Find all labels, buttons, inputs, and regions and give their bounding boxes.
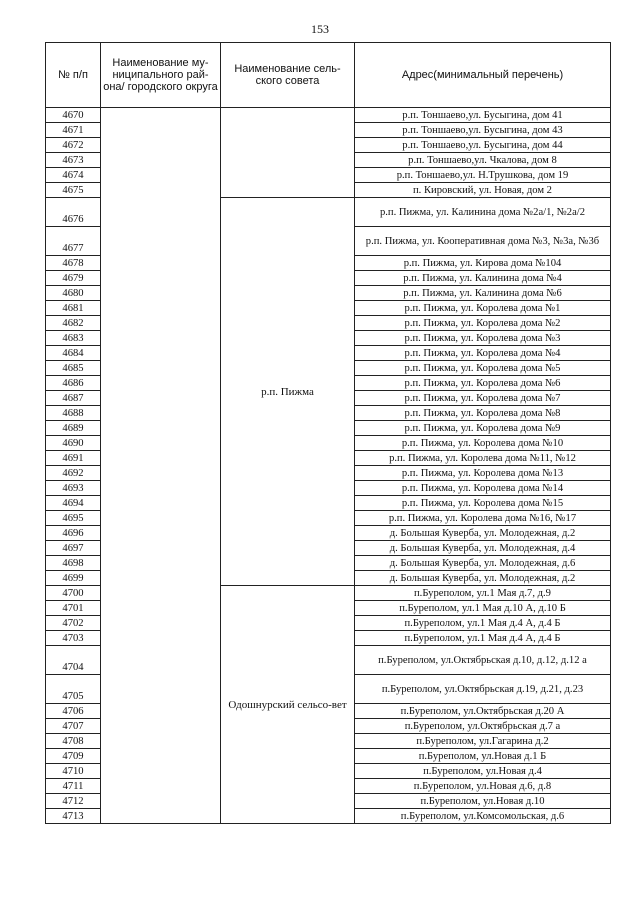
table-row (46, 108, 611, 123)
row-address: р.п. Пижма, ул. Королева дома №11, №12 (355, 451, 611, 466)
row-number: 4695 (46, 511, 101, 526)
row-address: р.п. Тоншаево,ул. Бусыгина, дом 44 (355, 138, 611, 153)
row-address: р.п. Тоншаево,ул. Чкалова, дом 8 (355, 153, 611, 168)
row-address: р.п. Пижма, ул. Калинина дома №4 (355, 271, 611, 286)
row-address: п.Буреполом, ул.Новая д.4 (355, 764, 611, 779)
header-district: Наименование му-ниципального рай-она/ городского округа (101, 43, 221, 108)
row-address: р.п. Пижма, ул. Кирова дома №104 (355, 256, 611, 271)
row-address: п.Буреполом, ул.Октябрьская д.19, д.21, д.23 (355, 675, 611, 704)
row-number: 4683 (46, 331, 101, 346)
row-number: 4692 (46, 466, 101, 481)
row-address: р.п. Тоншаево,ул. Бусыгина, дом 43 (355, 123, 611, 138)
address-table (45, 42, 611, 824)
row-number: 4670 (46, 108, 101, 123)
row-number: 4694 (46, 496, 101, 511)
row-address: р.п. Пижма, ул. Королева дома №15 (355, 496, 611, 511)
header-num: № п/п (46, 43, 101, 108)
row-number: 4702 (46, 616, 101, 631)
row-number: 4671 (46, 123, 101, 138)
row-number: 4712 (46, 794, 101, 809)
row-number: 4713 (46, 809, 101, 824)
row-address: п.Буреполом, ул.Октябрьская д.7 а (355, 719, 611, 734)
row-number: 4698 (46, 556, 101, 571)
row-number: 4686 (46, 376, 101, 391)
row-number: 4701 (46, 601, 101, 616)
row-number: 4681 (46, 301, 101, 316)
row-number: 4677 (46, 227, 101, 256)
row-address: р.п. Пижма, ул. Королева дома №5 (355, 361, 611, 376)
row-number: 4672 (46, 138, 101, 153)
row-address: р.п. Пижма, ул. Калинина дома №6 (355, 286, 611, 301)
row-address: р.п. Пижма, ул. Королева дома №10 (355, 436, 611, 451)
row-number: 4697 (46, 541, 101, 556)
row-address: р.п. Пижма, ул. Королева дома №7 (355, 391, 611, 406)
row-address: р.п. Пижма, ул. Королева дома №14 (355, 481, 611, 496)
row-address: р.п. Пижма, ул. Королева дома №9 (355, 421, 611, 436)
row-address: п.Буреполом, ул.1 Мая д.4 А, д.4 Б (355, 631, 611, 646)
row-address: д. Большая Куверба, ул. Молодежная, д.2 (355, 526, 611, 541)
row-number: 4689 (46, 421, 101, 436)
row-address: п.Буреполом, ул.Новая д.10 (355, 794, 611, 809)
row-address: р.п. Пижма, ул. Королева дома №4 (355, 346, 611, 361)
row-number: 4684 (46, 346, 101, 361)
row-number: 4679 (46, 271, 101, 286)
row-number: 4704 (46, 646, 101, 675)
row-number: 4673 (46, 153, 101, 168)
row-number: 4680 (46, 286, 101, 301)
row-number: 4674 (46, 168, 101, 183)
row-address: д. Большая Куверба, ул. Молодежная, д.2 (355, 571, 611, 586)
row-number: 4682 (46, 316, 101, 331)
row-address: п.Буреполом, ул.Новая д.1 Б (355, 749, 611, 764)
row-number: 4676 (46, 198, 101, 227)
row-address: р.п. Тоншаево,ул. Бусыгина, дом 41 (355, 108, 611, 123)
row-number: 4675 (46, 183, 101, 198)
row-address: п.Буреполом, ул.1 Мая д.4 А, д.4 Б (355, 616, 611, 631)
row-address: р.п. Пижма, ул. Королева дома №8 (355, 406, 611, 421)
row-address: р.п. Пижма, ул. Калинина дома №2а/1, №2а/2 (355, 198, 611, 227)
row-address: р.п. Пижма, ул. Королева дома №13 (355, 466, 611, 481)
row-address: п.Буреполом, ул.Комсомольская, д.6 (355, 809, 611, 824)
row-address: р.п. Пижма, ул. Королева дома №2 (355, 316, 611, 331)
council-pizhma: р.п. Пижма (221, 198, 355, 586)
row-address: р.п. Пижма, ул. Королева дома №6 (355, 376, 611, 391)
row-number: 4700 (46, 586, 101, 601)
row-address: р.п. Пижма, ул. Королева дома №3 (355, 331, 611, 346)
row-address: р.п. Пижма, ул. Кооперативная дома №3, №3а, №3б (355, 227, 611, 256)
row-number: 4711 (46, 779, 101, 794)
row-number: 4705 (46, 675, 101, 704)
row-address: п.Буреполом, ул.Октябрьская д.20 А (355, 704, 611, 719)
row-number: 4708 (46, 734, 101, 749)
row-number: 4690 (46, 436, 101, 451)
table-header-row (46, 43, 611, 108)
row-number: 4678 (46, 256, 101, 271)
row-number: 4710 (46, 764, 101, 779)
row-address: п.Буреполом, ул.Гагарина д.2 (355, 734, 611, 749)
row-number: 4707 (46, 719, 101, 734)
row-address: п.Буреполом, ул.Октябрьская д.10, д.12, д.12 а (355, 646, 611, 675)
row-number: 4693 (46, 481, 101, 496)
row-number: 4685 (46, 361, 101, 376)
row-address: д. Большая Куверба, ул. Молодежная, д.4 (355, 541, 611, 556)
row-address: д. Большая Куверба, ул. Молодежная, д.6 (355, 556, 611, 571)
row-number: 4691 (46, 451, 101, 466)
row-number: 4709 (46, 749, 101, 764)
row-address: р.п. Пижма, ул. Королева дома №1 (355, 301, 611, 316)
header-address: Адрес(минимальный перечень) (355, 43, 611, 108)
header-council: Наименование сель-ского совета (221, 43, 355, 108)
row-address: р.п. Тоншаево,ул. Н.Трушкова, дом 19 (355, 168, 611, 183)
district-cell (101, 108, 221, 824)
council-odoshnur: Одошнурский сельсо-вет (221, 586, 355, 824)
row-address: п.Буреполом, ул.Новая д.6, д.8 (355, 779, 611, 794)
row-number: 4699 (46, 571, 101, 586)
row-number: 4706 (46, 704, 101, 719)
row-address: п. Кировский, ул. Новая, дом 2 (355, 183, 611, 198)
row-number: 4696 (46, 526, 101, 541)
row-number: 4688 (46, 406, 101, 421)
row-address: п.Буреполом, ул.1 Мая д.7, д.9 (355, 586, 611, 601)
row-number: 4703 (46, 631, 101, 646)
row-number: 4687 (46, 391, 101, 406)
council-cell (221, 108, 355, 198)
page-number: 153 (311, 22, 329, 36)
row-address: р.п. Пижма, ул. Королева дома №16, №17 (355, 511, 611, 526)
row-address: п.Буреполом, ул.1 Мая д.10 А, д.10 Б (355, 601, 611, 616)
